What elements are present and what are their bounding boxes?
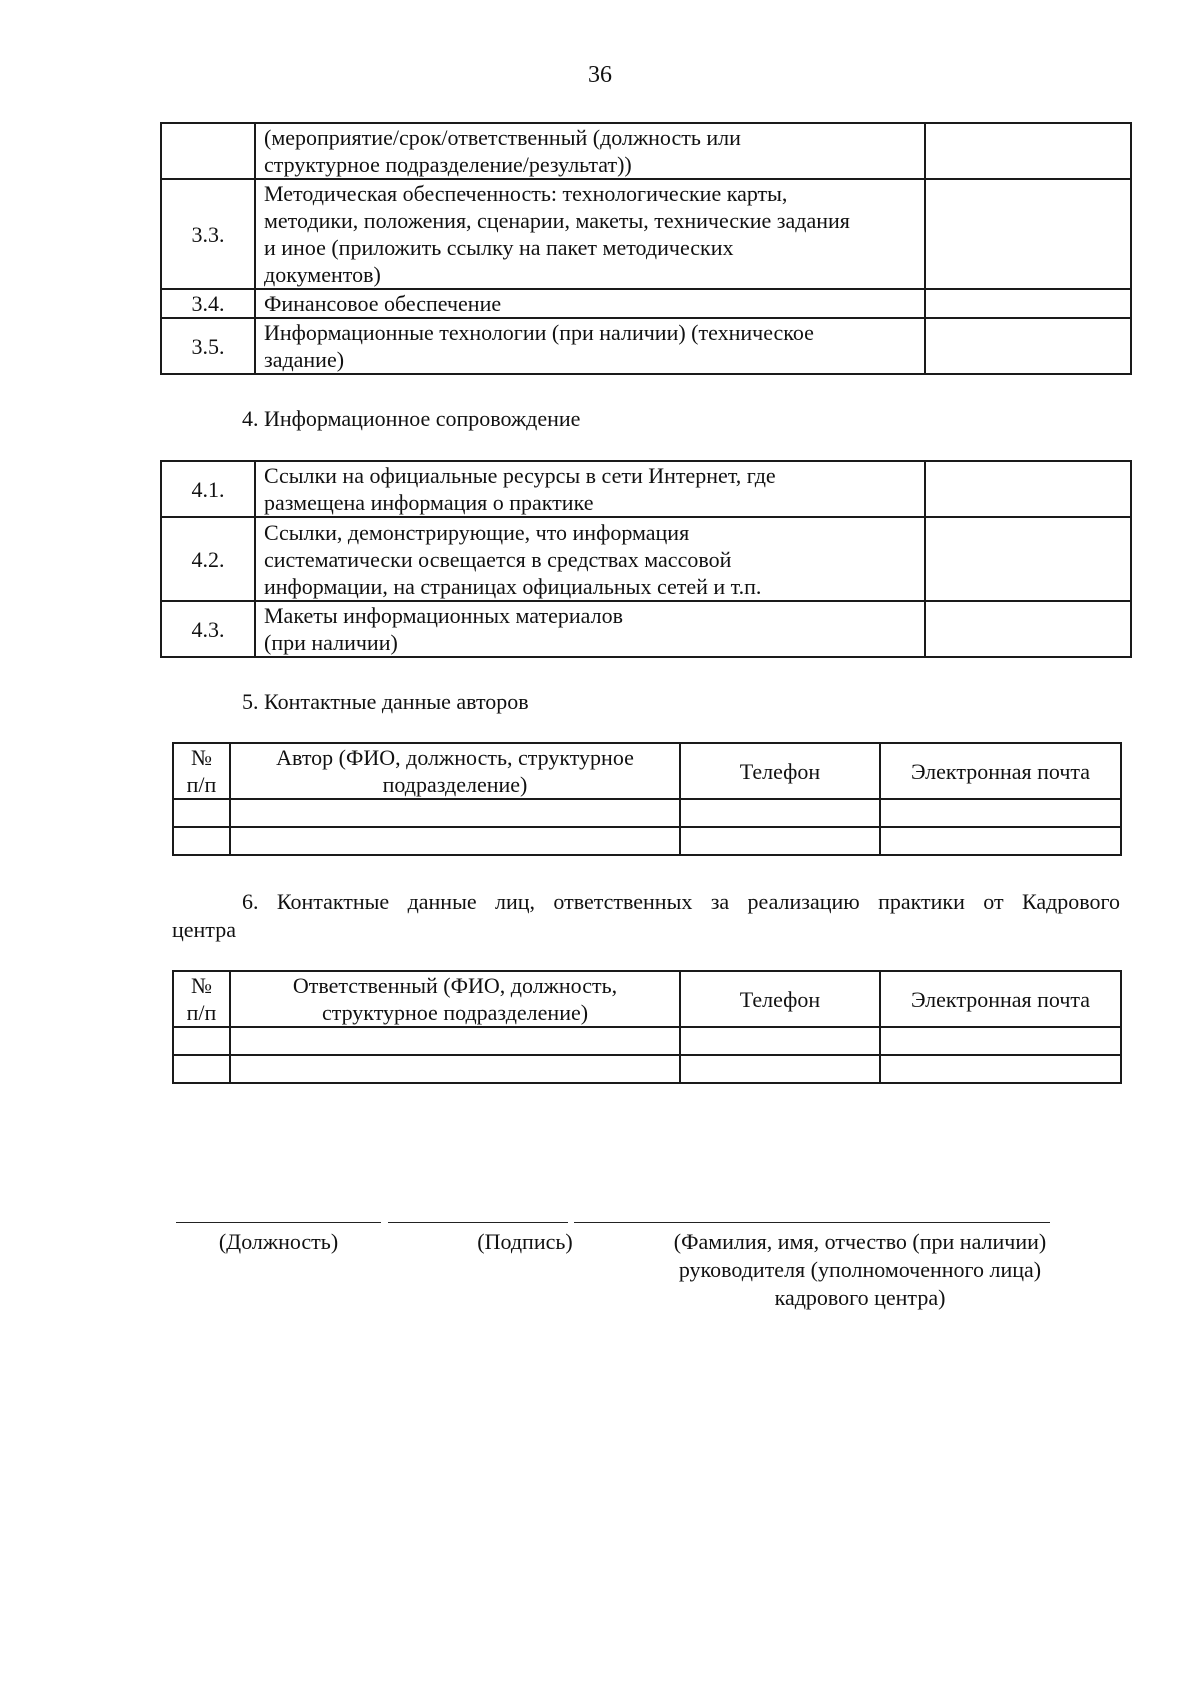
table-row bbox=[161, 318, 1131, 374]
description-line: Ссылки на официальные ресурсы в сети Интернет, где bbox=[264, 463, 776, 488]
section-6-heading bbox=[172, 888, 1120, 944]
header-line: № bbox=[191, 973, 212, 998]
row-description bbox=[255, 461, 925, 517]
table-row bbox=[161, 601, 1131, 657]
name-label-line: руководителя (уполномоченного лица) bbox=[678, 1257, 1042, 1282]
description-line: (мероприятие/срок/ответственный (должность или bbox=[264, 125, 741, 150]
table-row bbox=[161, 517, 1131, 601]
signature-label: (Подпись) bbox=[477, 1229, 573, 1254]
header-number bbox=[173, 971, 230, 1027]
author-number-cell[interactable] bbox=[173, 799, 230, 827]
description-line: (при наличии) bbox=[264, 630, 398, 655]
section-6-heading-line: 6. Контактные данные лиц, ответственных за реализацию практики от Кадрового bbox=[242, 889, 1120, 914]
table-row bbox=[173, 827, 1121, 855]
header-line: п/п bbox=[186, 772, 217, 797]
header-line: № bbox=[191, 745, 212, 770]
name-signature-line[interactable] bbox=[574, 1222, 1050, 1223]
table-row bbox=[173, 799, 1121, 827]
row-value-cell[interactable] bbox=[925, 318, 1131, 374]
table-row bbox=[161, 123, 1131, 179]
table-section-4 bbox=[160, 460, 1132, 658]
description-line: Ссылки, демонстрирующие, что информация bbox=[264, 519, 690, 545]
row-number: 4.2. bbox=[161, 517, 255, 601]
position-label: (Должность) bbox=[218, 1229, 339, 1254]
author-email-cell[interactable] bbox=[880, 799, 1121, 827]
header-phone: Телефон bbox=[680, 743, 880, 799]
header-email: Электронная почта bbox=[880, 971, 1121, 1027]
description-line: структурное подразделение/результат)) bbox=[264, 152, 632, 177]
section-5-heading: 5. Контактные данные авторов bbox=[242, 689, 529, 714]
author-name-cell[interactable] bbox=[230, 827, 680, 855]
responsible-number-cell[interactable] bbox=[173, 1027, 230, 1055]
name-label-line: кадрового центра) bbox=[774, 1285, 946, 1310]
row-number: 3.5. bbox=[161, 318, 255, 374]
header-line: подразделение) bbox=[382, 772, 528, 797]
table-authors bbox=[172, 742, 1122, 856]
author-phone-cell[interactable] bbox=[680, 827, 880, 855]
row-description bbox=[255, 123, 925, 179]
description-line: размещена информация о практике bbox=[264, 490, 594, 515]
position-signature-line[interactable] bbox=[176, 1222, 381, 1223]
row-description bbox=[255, 318, 925, 374]
section-6-heading-line: центра bbox=[172, 917, 236, 942]
responsible-phone-cell[interactable] bbox=[680, 1027, 880, 1055]
description-line: Информационные технологии (при наличии) (техническое bbox=[264, 320, 814, 345]
row-value-cell[interactable] bbox=[925, 123, 1131, 179]
header-line: Автор (ФИО, должность, структурное bbox=[276, 745, 634, 770]
responsible-name-cell[interactable] bbox=[230, 1055, 680, 1083]
description-line: задание) bbox=[264, 347, 345, 372]
table-row bbox=[161, 289, 1131, 318]
row-number: 4.3. bbox=[161, 601, 255, 657]
header-author bbox=[230, 743, 680, 799]
header-number bbox=[173, 743, 230, 799]
author-name-cell[interactable] bbox=[230, 799, 680, 827]
table-row bbox=[161, 179, 1131, 289]
row-description bbox=[255, 289, 925, 318]
row-number: 3.3. bbox=[161, 179, 255, 289]
description-line: Макеты информационных материалов bbox=[264, 603, 623, 628]
author-phone-cell[interactable] bbox=[680, 799, 880, 827]
row-value-cell[interactable] bbox=[925, 461, 1131, 517]
table-row bbox=[173, 1055, 1121, 1083]
page-number: 36 bbox=[588, 62, 612, 88]
description-line: документов) bbox=[264, 262, 381, 287]
header-line: структурное подразделение) bbox=[321, 1000, 589, 1025]
row-value-cell[interactable] bbox=[925, 289, 1131, 318]
responsible-number-cell[interactable] bbox=[173, 1055, 230, 1083]
responsible-email-cell[interactable] bbox=[880, 1055, 1121, 1083]
responsible-name-cell[interactable] bbox=[230, 1027, 680, 1055]
table-row bbox=[161, 461, 1131, 517]
row-description bbox=[255, 179, 925, 289]
table-header-row bbox=[173, 743, 1121, 799]
section-4-heading: 4. Информационное сопровождение bbox=[242, 406, 581, 431]
header-line: п/п bbox=[186, 1000, 217, 1025]
author-number-cell[interactable] bbox=[173, 827, 230, 855]
row-description bbox=[255, 601, 925, 657]
table-header-row bbox=[173, 971, 1121, 1027]
table-section-3 bbox=[160, 122, 1132, 375]
signature-line[interactable] bbox=[388, 1222, 568, 1223]
row-number: 3.4. bbox=[161, 289, 255, 318]
description-line: Методическая обеспеченность: технологические карты, bbox=[264, 181, 788, 206]
row-value-cell[interactable] bbox=[925, 601, 1131, 657]
name-label-line: (Фамилия, имя, отчество (при наличии) bbox=[673, 1229, 1047, 1254]
name-label bbox=[650, 1228, 1070, 1312]
description-line: методики, положения, сценарии, макеты, технические задания bbox=[264, 208, 850, 233]
responsible-phone-cell[interactable] bbox=[680, 1055, 880, 1083]
header-phone: Телефон bbox=[680, 971, 880, 1027]
row-value-cell[interactable] bbox=[925, 179, 1131, 289]
author-email-cell[interactable] bbox=[880, 827, 1121, 855]
responsible-email-cell[interactable] bbox=[880, 1027, 1121, 1055]
description-line: и иное (приложить ссылку на пакет методических bbox=[264, 235, 734, 260]
row-number: 4.1. bbox=[161, 461, 255, 517]
table-responsible bbox=[172, 970, 1122, 1084]
description-line: информации, на страницах официальных сетей и т.п. bbox=[264, 573, 762, 599]
row-number bbox=[161, 123, 255, 179]
row-description bbox=[255, 517, 925, 601]
table-row bbox=[173, 1027, 1121, 1055]
header-responsible bbox=[230, 971, 680, 1027]
header-email: Электронная почта bbox=[880, 743, 1121, 799]
header-line: Ответственный (ФИО, должность, bbox=[292, 973, 618, 998]
description-line: систематически освещается в средствах массовой bbox=[264, 546, 732, 572]
row-value-cell[interactable] bbox=[925, 517, 1131, 601]
description-line: Финансовое обеспечение bbox=[264, 291, 502, 316]
